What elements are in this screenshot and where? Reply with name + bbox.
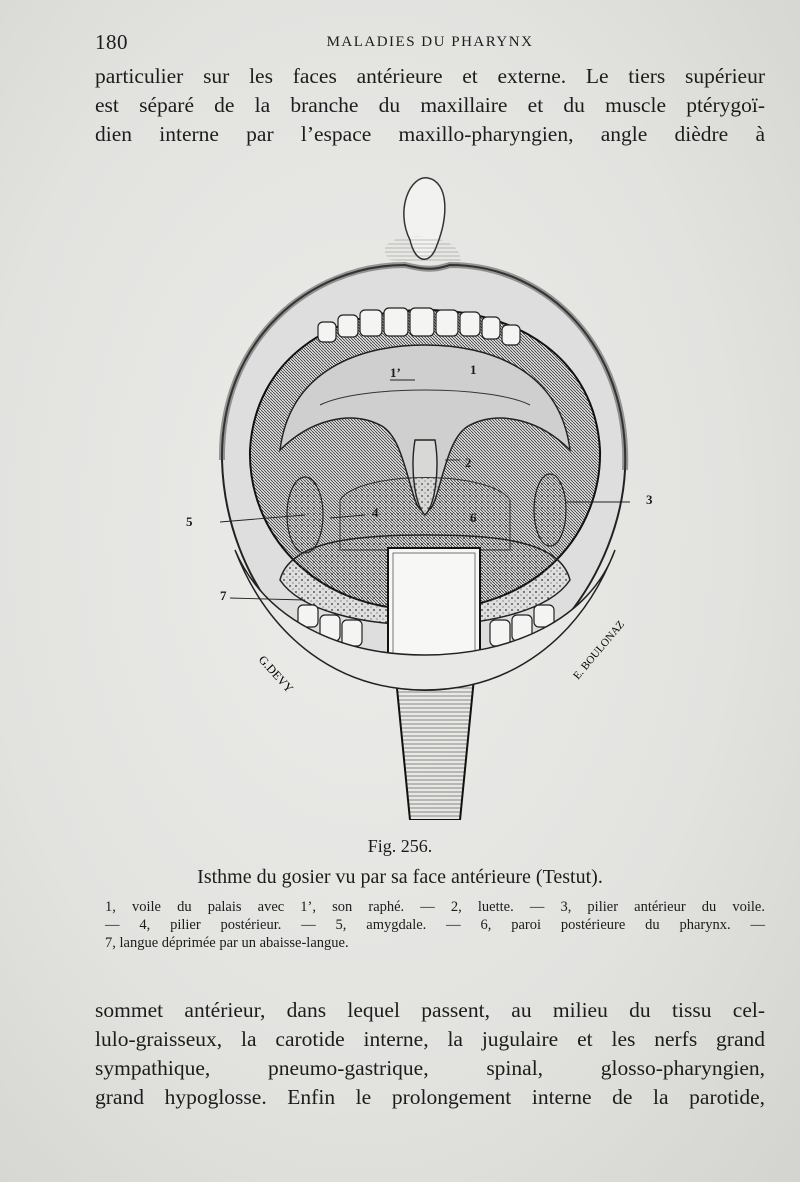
text-line: est séparé de la branche du maxillaire et du muscle ptérygoï- — [95, 93, 765, 117]
text-line: sympathique, pneumo-gastrique, spinal, glosso-pharyngien, — [95, 1056, 765, 1080]
figure-caption: Isthme du gosier vu par sa face antérieure (Testut). — [197, 866, 603, 888]
callout-2: 2 — [465, 455, 472, 470]
engraver-right: E. BOULONAZ — [571, 618, 628, 682]
running-title: MALADIES DU PHARYNX — [326, 34, 534, 50]
text-line: sommet antérieur, dans lequel passent, au milieu du tissu cel- — [95, 998, 765, 1022]
page-header — [95, 30, 765, 54]
page-number: 180 — [95, 30, 128, 54]
bottom-paragraph — [95, 996, 765, 1112]
legend-line: 1, voile du palais avec 1’, son raphé. — 2, luette. — 3, pilier antérieur du voile. — [105, 899, 765, 915]
callout-4: 4 — [372, 505, 379, 520]
callout-1prime: 1’ — [390, 365, 401, 380]
figure-legend — [105, 898, 765, 952]
text-line: lulo-graisseux, la carotide interne, la jugulaire et les nerfs grand — [95, 1027, 765, 1051]
text-line: particulier sur les faces antérieure et externe. Le tiers supérieur — [95, 64, 765, 88]
figure-number: Fig. 256. — [367, 836, 433, 856]
callout-6: 6 — [470, 510, 477, 525]
legend-line: 7, langue déprimée par un abaisse-langue. — [105, 935, 349, 951]
text-line: dien interne par l’espace maxillo-pharyngien, angle dièdre à — [95, 122, 765, 146]
mouth-illustration — [210, 170, 640, 820]
callout-3: 3 — [646, 492, 653, 507]
text-line: grand hypoglosse. Enfin le prolongement interne de la parotide, — [95, 1085, 765, 1109]
engraver-left: G.DEVY — [255, 652, 297, 696]
top-paragraph — [95, 62, 765, 149]
callout-7: 7 — [220, 588, 227, 603]
callout-1: 1 — [470, 362, 477, 377]
legend-line: — 4, pilier postérieur. — 5, amygdale. — 6, paroi postérieure du pharynx. — — [105, 917, 765, 933]
callout-5: 5 — [186, 514, 193, 529]
